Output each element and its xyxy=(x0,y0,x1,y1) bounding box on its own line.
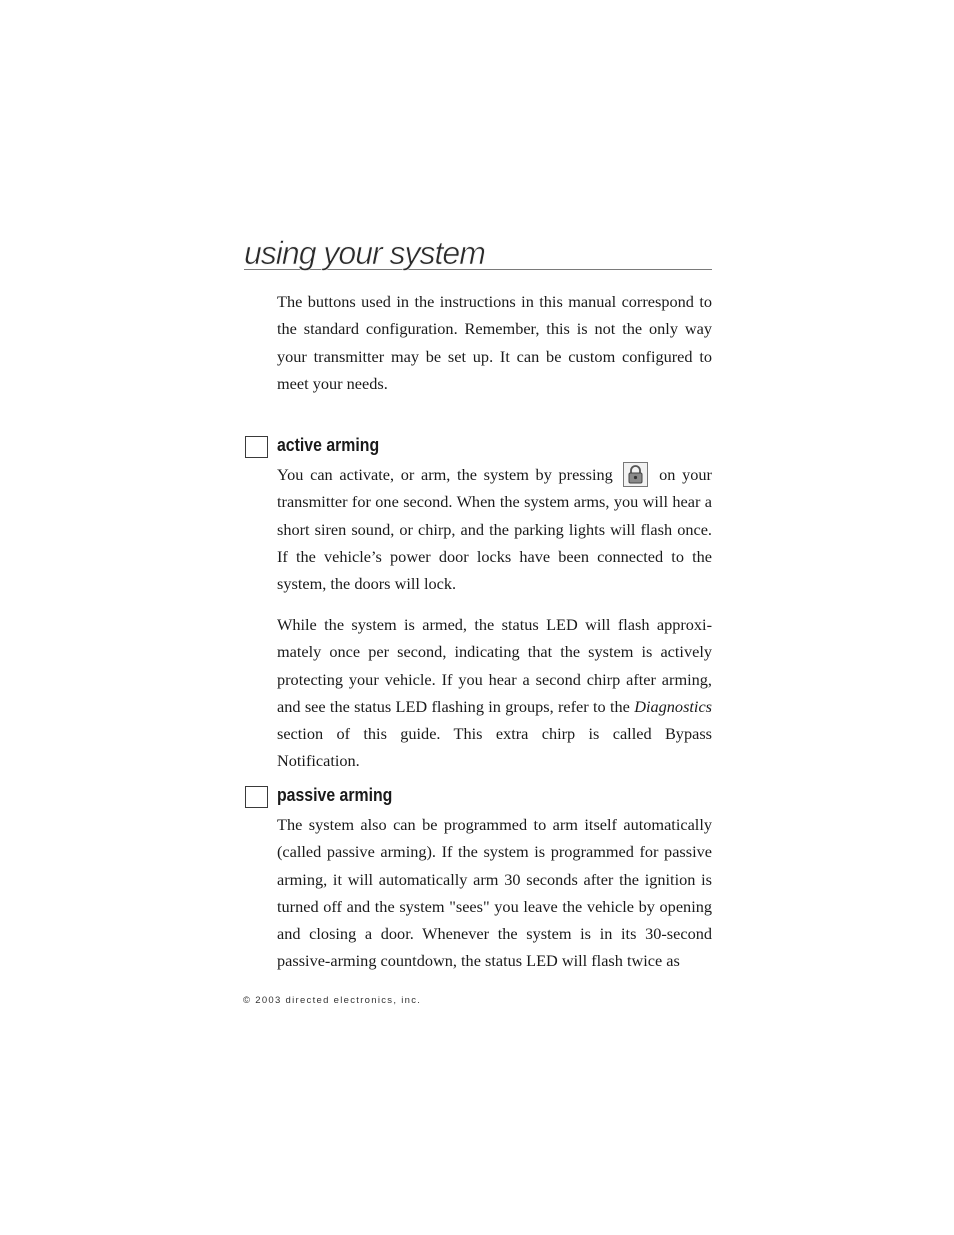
passive-arming-paragraph: The system also can be programmed to arm itself automatically (called passive arming). If the system is programmed for passive arming, it will automatically arm 30 seconds after the ignition is turned off and the system "sees" you leave the vehicle by opening and closing a door. Whenever the system is in its 30-second passive-arming countdown, the status LED will flash twice as xyxy=(277,815,712,971)
passive-arming-checkbox[interactable] xyxy=(245,786,268,808)
copyright-footer: © 2003 directed electronics, inc. xyxy=(243,995,422,1006)
active-arming-paragraph-2 xyxy=(277,611,712,775)
diagnostics-reference: Diagnostics xyxy=(634,696,713,716)
intro-paragraph: The buttons used in the instructions in this manual correspond to the standard configuration. Remember, this is not the only way your transmitter may be set up. It can be custom configured to meet your needs. xyxy=(277,292,712,393)
active-arming-text-after: on your transmitter for one second. When the system arms, you will hear a short siren sound, or chirp, and the parking lights will flash once. If the vehicle’s power door locks have been connected to the system, the doors will lock. xyxy=(277,465,712,594)
passive-arming-heading: passive arming xyxy=(277,785,393,805)
active-arming-paragraph-1 xyxy=(277,461,712,597)
page-title: using your system xyxy=(244,236,712,270)
active-arming-p2-before: While the system is armed, the status LED will flash approximately once per second, indicating that the system is actively protecting your vehicle. If you hear a second chirp after arming, and see the status LED flashing in groups, refer to the xyxy=(277,615,712,716)
active-arming-text-before: You can activate, or arm, the system by pressing xyxy=(277,465,613,484)
active-arming-checkbox[interactable] xyxy=(245,436,268,458)
lock-icon xyxy=(623,462,648,487)
active-arming-heading: active arming xyxy=(277,435,380,455)
active-arming-p2-after: section of this guide. This extra chirp is called Bypass Notification. xyxy=(277,724,712,771)
